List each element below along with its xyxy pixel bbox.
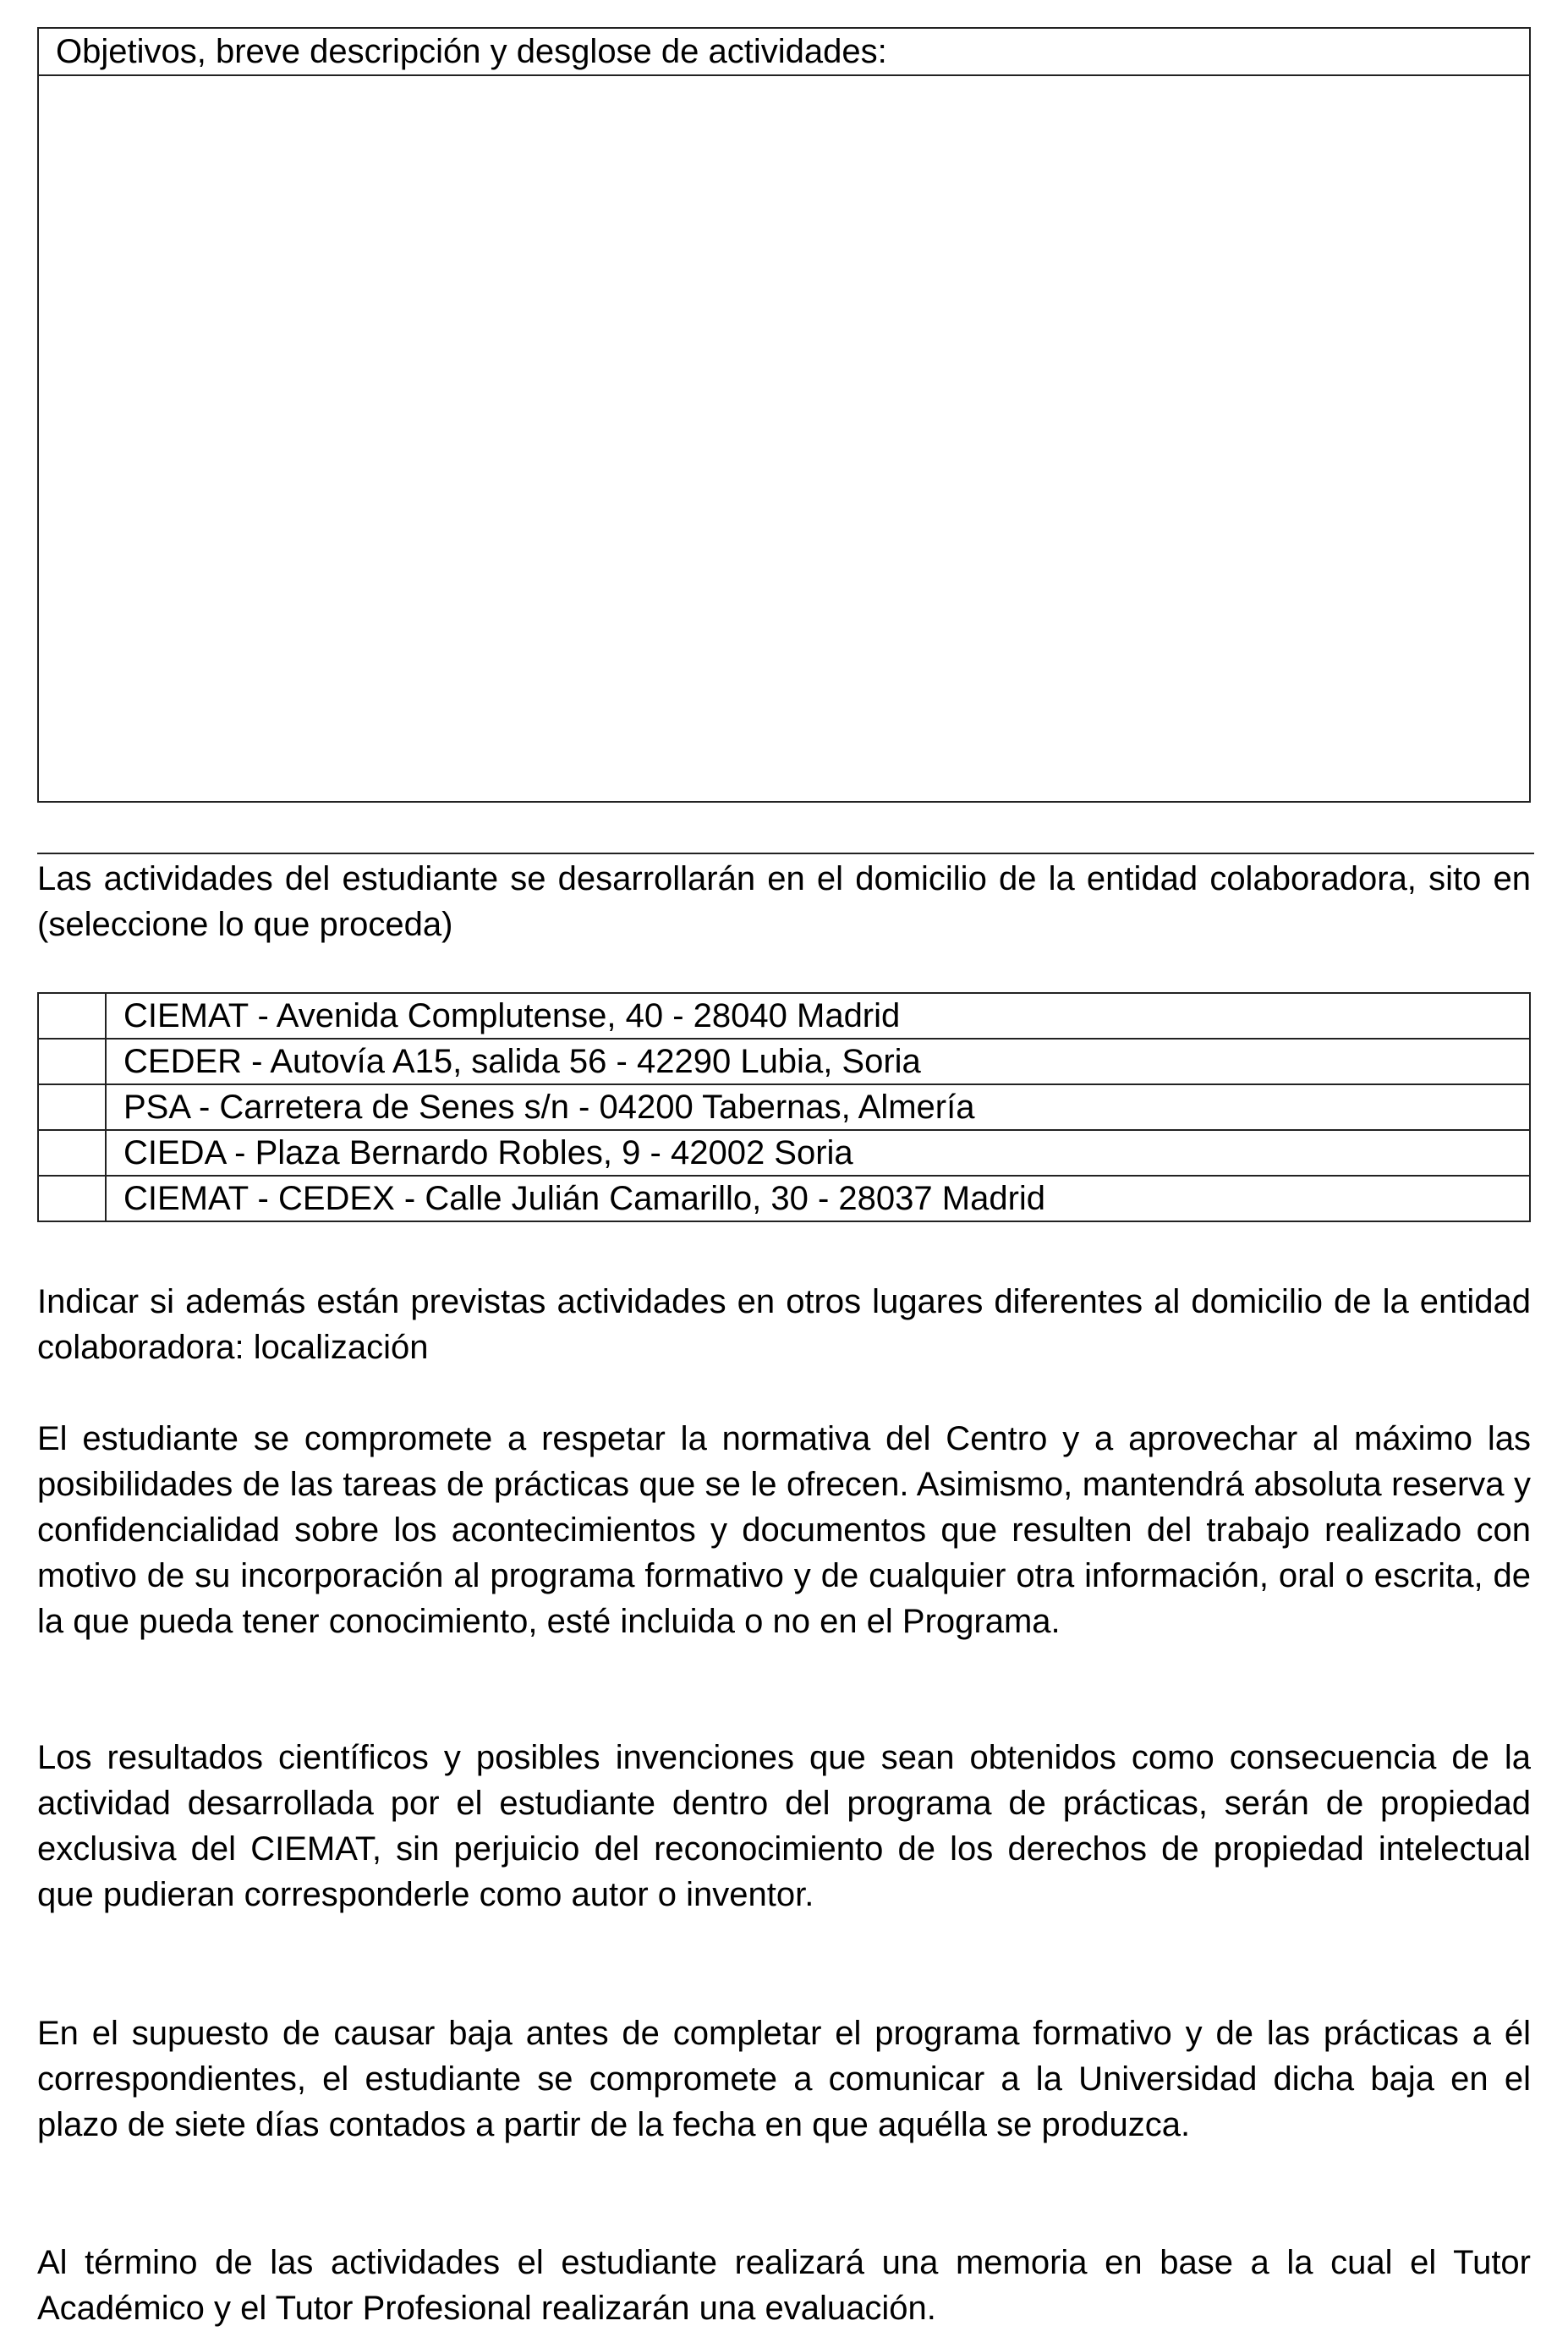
objectives-label: Objetivos, breve descripción y desglose de actividades:: [39, 29, 1529, 76]
location-row: [38, 993, 1530, 1039]
intellectual-property-paragraph: Los resultados científicos y posibles invenciones que sean obtenidos como consecuencia de la actividad desarrollada por el estudiante dentro del programa de prácticas, serán de propiedad exclusiva del CIEMAT, sin perjuicio del reconocimiento de los derechos de propiedad intelectual que pudieran corresponderle como autor o inventor.: [37, 1739, 1531, 1913]
location-label: CIEMAT - CEDEX - Calle Julián Camarillo, 30 - 28037 Madrid: [106, 1176, 1530, 1221]
objectives-field[interactable]: [39, 76, 1529, 799]
divider: [37, 853, 1534, 854]
location-checkbox[interactable]: [38, 1176, 106, 1221]
other-locations-paragraph: Indicar si además están previstas actividades en otros lugares diferentes al domicilio de la entidad colaboradora: localización: [37, 1283, 1531, 1366]
locations-table: [37, 992, 1531, 1222]
location-intro: Las actividades del estudiante se desarrollarán en el domicilio de la entidad colaboradora, sito en (seleccione lo que proceda): [37, 860, 1531, 943]
location-row: [38, 1176, 1530, 1221]
objectives-box: [37, 27, 1531, 803]
location-checkbox[interactable]: [38, 993, 106, 1039]
location-checkbox[interactable]: [38, 1039, 106, 1084]
location-checkbox[interactable]: [38, 1084, 106, 1130]
location-checkbox[interactable]: [38, 1130, 106, 1176]
location-row: [38, 1039, 1530, 1084]
location-label: PSA - Carretera de Senes s/n - 04200 Tabernas, Almería: [106, 1084, 1530, 1130]
evaluation-paragraph: Al término de las actividades el estudiante realizará una memoria en base a la cual el Tutor Académico y el Tutor Profesional realizarán una evaluación.: [37, 2244, 1531, 2327]
location-label: CIEMAT - Avenida Complutense, 40 - 28040 Madrid: [106, 993, 1530, 1039]
location-label: CEDER - Autovía A15, salida 56 - 42290 Lubia, Soria: [106, 1039, 1530, 1084]
confidentiality-paragraph: El estudiante se compromete a respetar la normativa del Centro y a aprovechar al máximo las posibilidades de las tareas de prácticas que se le ofrecen. Asimismo, mantendrá absoluta reserva y confidencialidad sobre los acontecimientos y documentos que resulten del trabajo realizado con motivo de su incorporación al programa formativo y de cualquier otra información, oral o escrita, de la que pueda tener conocimiento, esté incluida o no en el Programa.: [37, 1420, 1531, 1640]
location-label: CIEDA - Plaza Bernardo Robles, 9 - 42002 Soria: [106, 1130, 1530, 1176]
location-row: [38, 1084, 1530, 1130]
withdrawal-paragraph: En el supuesto de causar baja antes de completar el programa formativo y de las prácticas a él correspondientes, el estudiante se compromete a comunicar a la Universidad dicha baja en el plazo de siete días contados a partir de la fecha en que aquélla se produzca.: [37, 2015, 1531, 2143]
location-row: [38, 1130, 1530, 1176]
